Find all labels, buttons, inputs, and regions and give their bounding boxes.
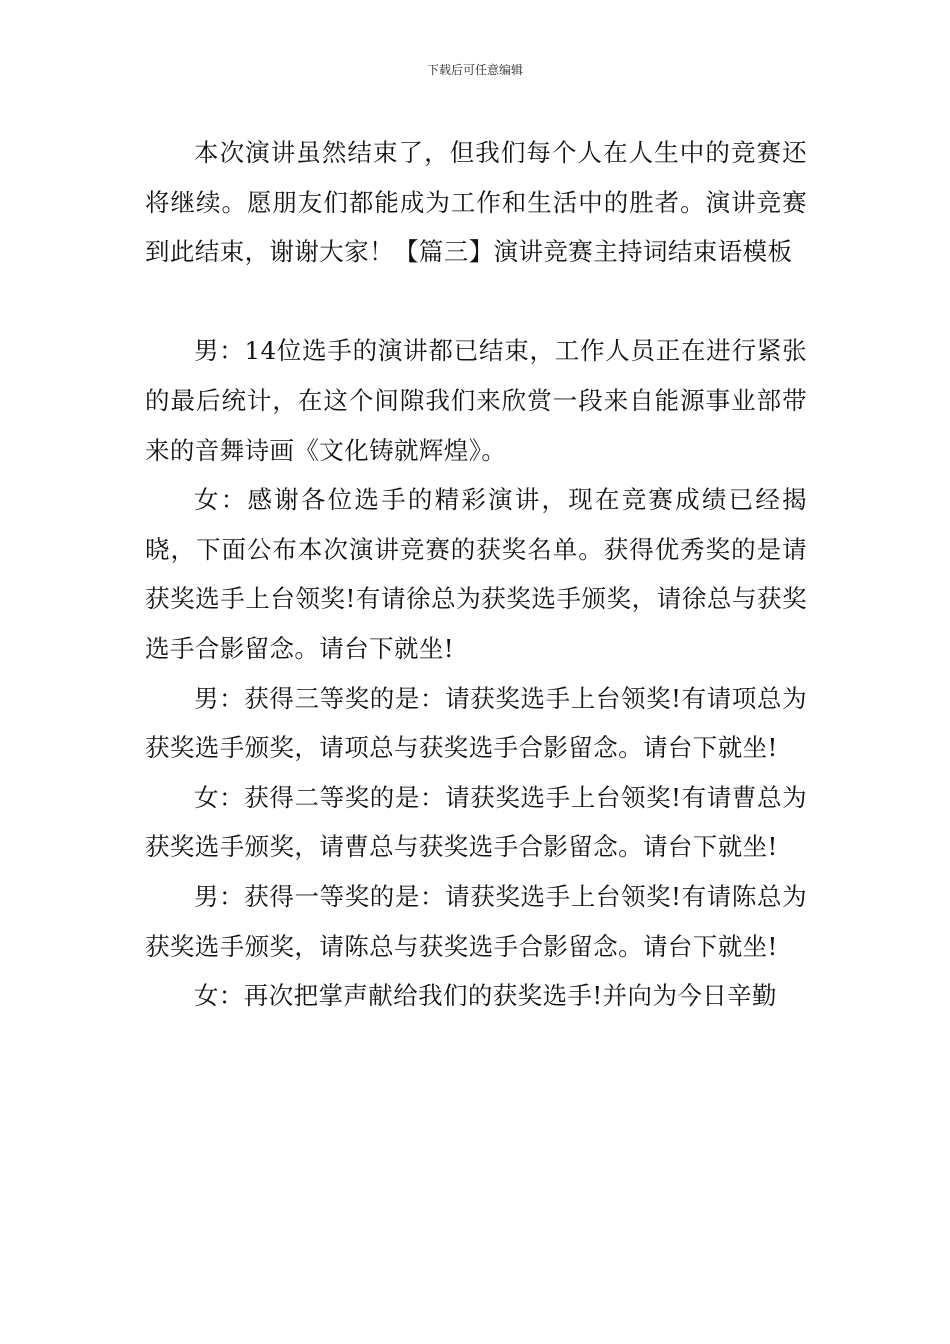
paragraph-male-host-third-prize: 男：获得三等奖的是：请获奖选手上台领奖!有请项总为获奖选手颁奖，请项总与获奖选手合影留念。请台下就坐! (145, 683, 807, 763)
page-header: 下载后可任意编辑 (426, 63, 523, 77)
document-body (145, 128, 807, 1021)
paragraph-male-host-first-prize: 男：获得一等奖的是：请获奖选手上台领奖!有请陈总为获奖选手颁奖，请陈总与获奖选手合影留念。请台下就坐! (145, 881, 807, 961)
paragraph-male-host-interlude: 男：14位选手的演讲都已结束，工作人员正在进行紧张的最后统计，在这个间隙我们来欣赏一段来自能源事业部带来的音舞诗画《文化铸就辉煌》。 (145, 336, 807, 465)
paragraph-female-host-applause: 女：再次把掌声献给我们的获奖选手!并向为今日辛勤 (194, 981, 777, 1011)
paragraph-female-host-excellence-award: 女：感谢各位选手的精彩演讲，现在竞赛成绩已经揭晓，下面公布本次演讲竞赛的获奖名单。获得优秀奖的是请获奖选手上台领奖!有请徐总为获奖选手颁奖，请徐总与获奖选手合影留念。请台下就坐! (145, 485, 807, 663)
paragraph-closing-remarks: 本次演讲虽然结束了，但我们每个人在人生中的竞赛还将继续。愿朋友们都能成为工作和生活中的胜者。演讲竞赛到此结束，谢谢大家！【篇三】演讲竞赛主持词结束语模板 (145, 138, 807, 267)
paragraph-spacer (145, 277, 807, 327)
paragraph-female-host-second-prize: 女：获得二等奖的是：请获奖选手上台领奖!有请曹总为获奖选手颁奖，请曹总与获奖选手合影留念。请台下就坐! (145, 782, 807, 862)
